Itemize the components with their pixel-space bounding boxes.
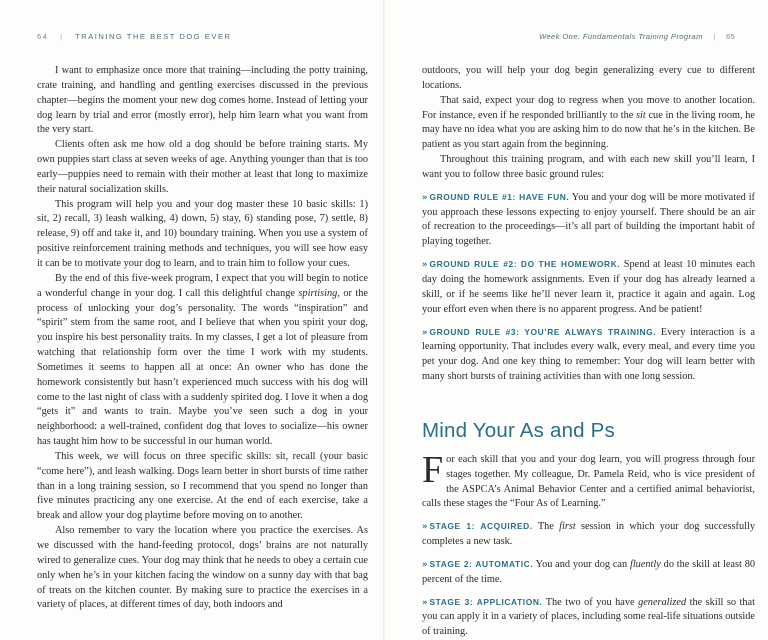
paragraph: outdoors, you will help your dog begin generalizing every cue to different locations. [422,65,755,91]
rule-text: Every interaction is a learning opportunity. That includes every walk, every meal, and every time you pet your dog. And one key thing to remember: Your dog will learn better with many short bursts of training activities than with one long session. [422,326,756,383]
rule-label: GROUND RULE #3: YOU’RE ALWAYS TRAINING. [429,326,657,337]
stage-1 [422,519,755,550]
double-chevron-right-icon: » [422,597,428,608]
text-run: cue in the living room, he may have no idea what you are asking him to do now that he’s in the kitchen. Be patient as you start again from the beginning. [422,109,755,151]
text-run: That said, expect your dog to regress when you move to another location. For instance, even if he responded brilliantly to the [422,94,755,121]
double-chevron-right-icon: » [422,260,428,271]
stage-3 [422,595,755,640]
paragraph: Clients often ask me how old a dog should be before training starts. My own puppies start class at seven weeks of age. Anything younger than that is too early—puppies need to remain with their mother at least that long to maximize their natural socialization skills. [37,139,368,195]
stage-label: STAGE 3: APPLICATION. [429,596,543,607]
text-run: The two of you have [542,596,639,608]
ground-rule-3 [422,325,755,385]
emphasis: first [559,521,576,533]
section-heading: Mind Your As and Ps [422,418,615,442]
double-chevron-right-icon: » [422,522,428,533]
emphasis: spirtising, [298,287,340,299]
chapter-title: Week One: Fundamentals Training Program [538,32,703,41]
right-page-number: 65 [725,32,735,41]
rule-text: You and your dog will be more motivated if you approach these lessons expecting to enjoy yourself. There should be an air of recreation to the proceedings—it’s all part of building the important habit of playing together. [422,191,755,248]
left-page-number: 64 [37,32,49,41]
paragraph: This program will help you and your dog master these 10 basic skills: 1) sit, 2) recall, 3) leash walking, 4) down, 5) stay, 6) standing pose, 7) settle, 8) release, 9) off and take it, and 10) boundary training. When you use a system of positive reinforcement training methods and techniques, you will see how easy it can be to motivate your dog to learn, and to train him to follow your cues. [37,198,368,269]
rule-label: GROUND RULE #1: HAVE FUN. [429,191,570,202]
text-run: do the skill at least 80 percent of the time. [422,558,755,585]
rule-label: GROUND RULE #2: DO THE HOMEWORK. [429,259,621,270]
text-run: The [532,521,560,533]
header-separator: | [713,32,716,41]
paragraph [37,272,368,450]
right-page [422,64,755,640]
double-chevron-right-icon: » [422,327,428,338]
left-running-head [37,32,232,41]
emphasis: sit [636,109,646,121]
paragraph: Also remember to vary the location where you practice the exercises. As we discussed with the hand-feeding protocol, dogs’ brains are not naturally wired to generalize cues. Your dog may think that he needs to obey a certain cue only when he’s in your kitchen facing the window on a sunny day with that bag of treats on the kitchen counter. By making sure to practice the exercises in a variety of places, at different times of day, both indoors and [37,525,368,611]
paragraph: Throughout this training program, and with each new skill you’ll learn, I want you to follow three basic ground rules: [422,154,755,180]
double-chevron-right-icon: » [422,559,428,570]
text-run: session in which your dog successfully completes a new task. [422,521,755,548]
header-separator: | [60,32,64,41]
double-chevron-right-icon: » [422,192,428,203]
left-page [37,64,368,613]
drop-cap: F [422,448,444,491]
page-gutter [383,0,385,640]
emphasis: fluently [629,558,661,570]
ground-rule-1 [422,190,755,250]
text-run: the skill so that you can apply it in a variety of places, including some real-life situations outside of training. [422,596,755,638]
text-run: By the end of this five-week program, I expect that you will begin to notice a wonderful change in your dog. I call this delightful change [37,272,368,299]
book-title: TRAINING THE BEST DOG EVER [75,32,232,41]
right-running-head [539,32,735,41]
text-run: You and your dog can [533,558,630,570]
paragraph [422,94,755,153]
paragraph: I want to emphasize once more that training—including the potty training, crate training, and handling and gentling exercises discussed in the previous chapter—begins the moment your new dog comes home. Instead of letting your dog learn by trial and error (mostly error), help him learn what you want from the very start. [37,65,368,136]
text-run: or the process of unlocking your dog’s personality. The words “inspiration” and “spirit” stem from the same root, and I believe that when you spirit your dog, you inspire his best personality traits. In my classes, I get a lot of pleasure from watching that relationship form over the time I work with my students. Sometimes it seems to happen all at once: An owner who has done the homework consistently but hasn’t experienced much success with his dog will come to the last night of class with a suddenly spirited dog. I love it when a dog “gets it” and wants to train. Maybe you’ve seen such a dog in your neighborhood: a well-trained, confident dog that loves to socialize—his owner has taught him how to be successful in our human world. [37,287,368,448]
stage-2 [422,557,755,588]
emphasis: generalized [638,596,687,608]
ground-rule-2 [422,257,755,317]
stage-label: STAGE 1: ACQUIRED. [429,521,533,532]
paragraph: This week, we will focus on three specific skills: sit, recall (your basic “come here”), and leash walking. Dogs learn better in short bursts of time rather than in a long training session, so I recommend that you spend no longer than five minutes practicing any one exercise. At the end of each exercise, take a break and allow your dog playtime before moving on to another. [37,450,368,522]
text-run: or each skill that you and your dog learn, you will progress through four stages together. My colleague, Dr. Pamela Reid, who is vice president of the ASPCA’s Animal Behavior Center and a certified animal behaviorist, calls these stages the “Four As of Learning.” [422,453,755,510]
stage-label: STAGE 2: AUTOMATIC. [429,558,534,569]
rule-text: Spend at least 10 minutes each day doing the homework assignments. Even if your dog has already learned a skill, or if he seems like he’ll never learn it, practice it again and again. Log your effort even when there is no apparent progress. And be patient! [422,259,756,315]
intro-paragraph [422,448,755,512]
